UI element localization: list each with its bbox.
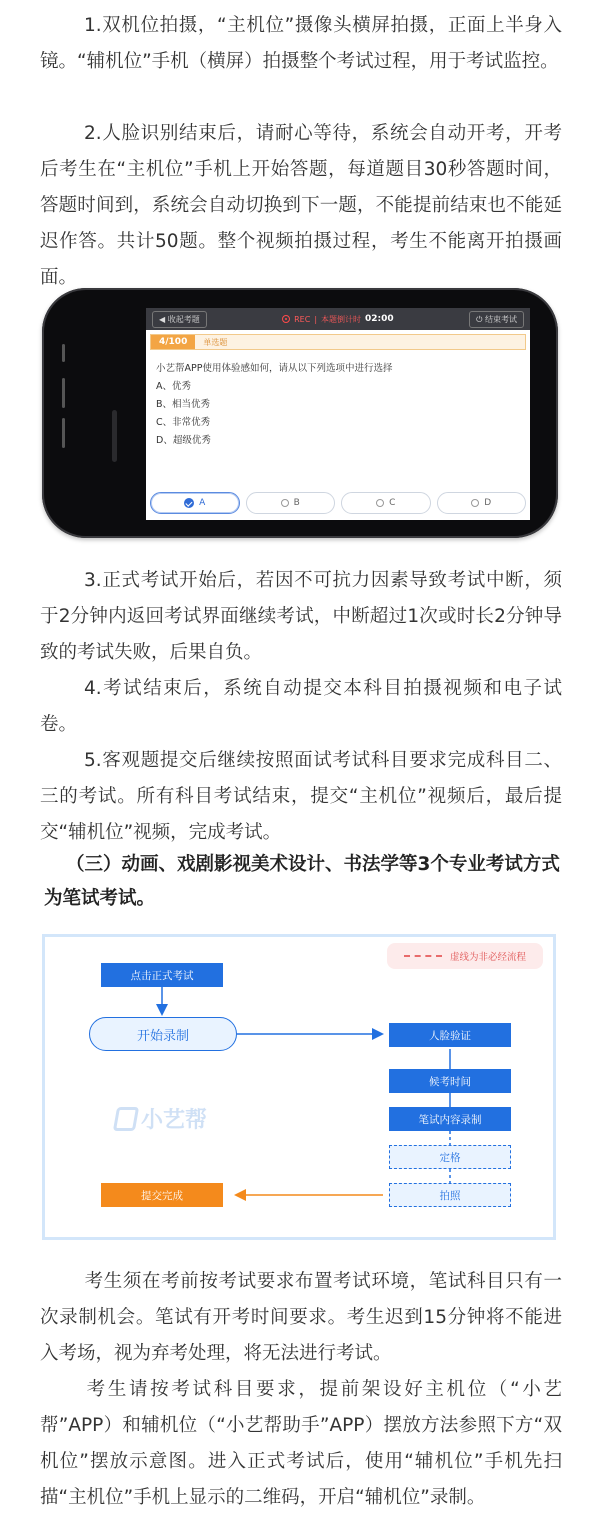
divider: | bbox=[314, 314, 318, 324]
answer-d-label: D bbox=[484, 498, 492, 508]
countdown-label: 本题倒计时 bbox=[321, 314, 362, 324]
phone-illustration bbox=[42, 288, 558, 538]
waiting-time-step: 候考时间 bbox=[389, 1069, 511, 1093]
radio-icon bbox=[471, 499, 479, 507]
question-number: 4/100 bbox=[151, 335, 195, 349]
paragraph-4-text: 4.考试结束后，系统自动提交本科目拍摄视频和电子试卷。 bbox=[40, 678, 562, 735]
logo-text: 小艺帮 bbox=[141, 1108, 208, 1133]
answer-b-button[interactable] bbox=[246, 492, 336, 514]
check-icon bbox=[184, 498, 194, 508]
paragraph-6-text: 考生须在考前按考试要求布置考试环境，笔试科目只有一次录制机会。笔试有开考时间要求。考生迟到15分钟将不能进入考场，视为弃考处理，将无法进行考试。 bbox=[40, 1271, 562, 1364]
paragraph-5-text: 5.客观题提交后继续按照面试考试科目要求完成科目二、三的考试。所有科目考试结束，提交“主机位”视频后，最后提交“辅机位”视频，完成考试。 bbox=[40, 750, 562, 843]
paragraph-6 bbox=[40, 1264, 562, 1372]
record-icon bbox=[282, 315, 290, 323]
option-d-text: D、超级优秀 bbox=[156, 435, 211, 446]
radio-icon bbox=[281, 499, 289, 507]
answer-b-label: B bbox=[293, 498, 300, 508]
paragraph-1-text: 1.双机位拍摄，“主机位”摄像头横屏拍摄，正面上半身入镜。“辅机位”手机（横屏）拍摄整个考试过程，用于考试监控。 bbox=[40, 15, 562, 72]
answer-buttons bbox=[150, 492, 526, 514]
legend-note-text: 虚线为非必经流程 bbox=[449, 952, 526, 963]
paragraph-7-text: 考生请按考试科目要求，提前架设好主机位（“小艺帮”APP）和辅机位（“小艺帮助手”APP）摆放方法参照下方“双机位”摆放示意图。进入正式考试后，使用“辅机位”手机先扫描“主机位”手机上显示的二维码，开启“辅机位”录制。 bbox=[40, 1379, 562, 1508]
question-header bbox=[150, 334, 526, 350]
start-recording-step: 开始录制 bbox=[89, 1017, 237, 1051]
question-type: 单选题 bbox=[203, 337, 228, 347]
radio-icon bbox=[376, 499, 384, 507]
option-a-text: A、优秀 bbox=[156, 381, 191, 392]
flowchart bbox=[42, 934, 556, 1240]
phone-side-button bbox=[62, 344, 65, 362]
exam-screen bbox=[146, 308, 530, 520]
logo-icon bbox=[113, 1107, 139, 1131]
submit-step: 提交完成 bbox=[101, 1183, 223, 1207]
exam-topbar bbox=[146, 308, 530, 330]
paragraph-2-text: 2.人脸识别结束后，请耐心等待，系统会自动开考，开考后考生在“主机位”手机上开始答题，每道题目30秒答题时间，答题时间到，系统会自动切换到下一题，不能提前结束也不能延迟作答。共计50题。整个视频拍摄过程，考生不能离开拍摄画面。 bbox=[40, 123, 562, 288]
phone-speaker bbox=[112, 410, 117, 462]
answer-c-label: C bbox=[389, 498, 396, 508]
collapse-questions-label: 收起考题 bbox=[167, 314, 200, 324]
answer-c-button[interactable] bbox=[341, 492, 431, 514]
question-text: 小艺帮APP使用体验感如何，请从以下列选项中进行选择 bbox=[156, 363, 393, 374]
recording-status bbox=[282, 314, 394, 325]
paragraph-3-text: 3.正式考试开始后，若因不可抗力因素导致考试中断，须于2分钟内返回考试界面继续考试，中断超过1次或时长2分钟导致的考试失败，后果自负。 bbox=[40, 570, 562, 663]
question-body bbox=[146, 350, 530, 450]
end-exam-button[interactable]: ⏻ 结束考试 bbox=[469, 311, 524, 328]
phone-volume-up bbox=[62, 378, 65, 408]
option-b-text: B、相当优秀 bbox=[156, 399, 211, 410]
freeze-frame-step: 定格 bbox=[389, 1145, 511, 1169]
photo-step: 拍照 bbox=[389, 1183, 511, 1207]
face-verification-step: 人脸验证 bbox=[389, 1023, 511, 1047]
answer-a-button[interactable] bbox=[150, 492, 240, 514]
paragraph-3 bbox=[40, 563, 562, 671]
xiaoyibang-logo bbox=[115, 1103, 207, 1134]
paragraph-2 bbox=[40, 116, 562, 296]
dashed-line-legend bbox=[404, 955, 442, 957]
answer-d-button[interactable] bbox=[437, 492, 527, 514]
section-heading: （三）动画、戏剧影视美术设计、书法学等3个专业考试方式为笔试考试。 bbox=[44, 854, 560, 909]
paragraph-7 bbox=[40, 1372, 562, 1516]
option-c-text: C、非常优秀 bbox=[156, 417, 211, 428]
paragraph-1 bbox=[40, 8, 562, 80]
rec-label: REC bbox=[294, 314, 311, 324]
legend-note bbox=[387, 943, 543, 969]
collapse-questions-button[interactable]: ◀ 收起考题 bbox=[152, 311, 207, 328]
answer-a-label: A bbox=[199, 498, 206, 508]
written-recording-step: 笔试内容录制 bbox=[389, 1107, 511, 1131]
countdown-timer: 02:00 bbox=[365, 314, 394, 324]
paragraph-4 bbox=[40, 671, 562, 743]
start-exam-step: 点击正式考试 bbox=[101, 963, 223, 987]
phone-volume-down bbox=[62, 418, 65, 448]
paragraph-5 bbox=[40, 743, 562, 851]
end-exam-label: 结束考试 bbox=[484, 314, 517, 324]
